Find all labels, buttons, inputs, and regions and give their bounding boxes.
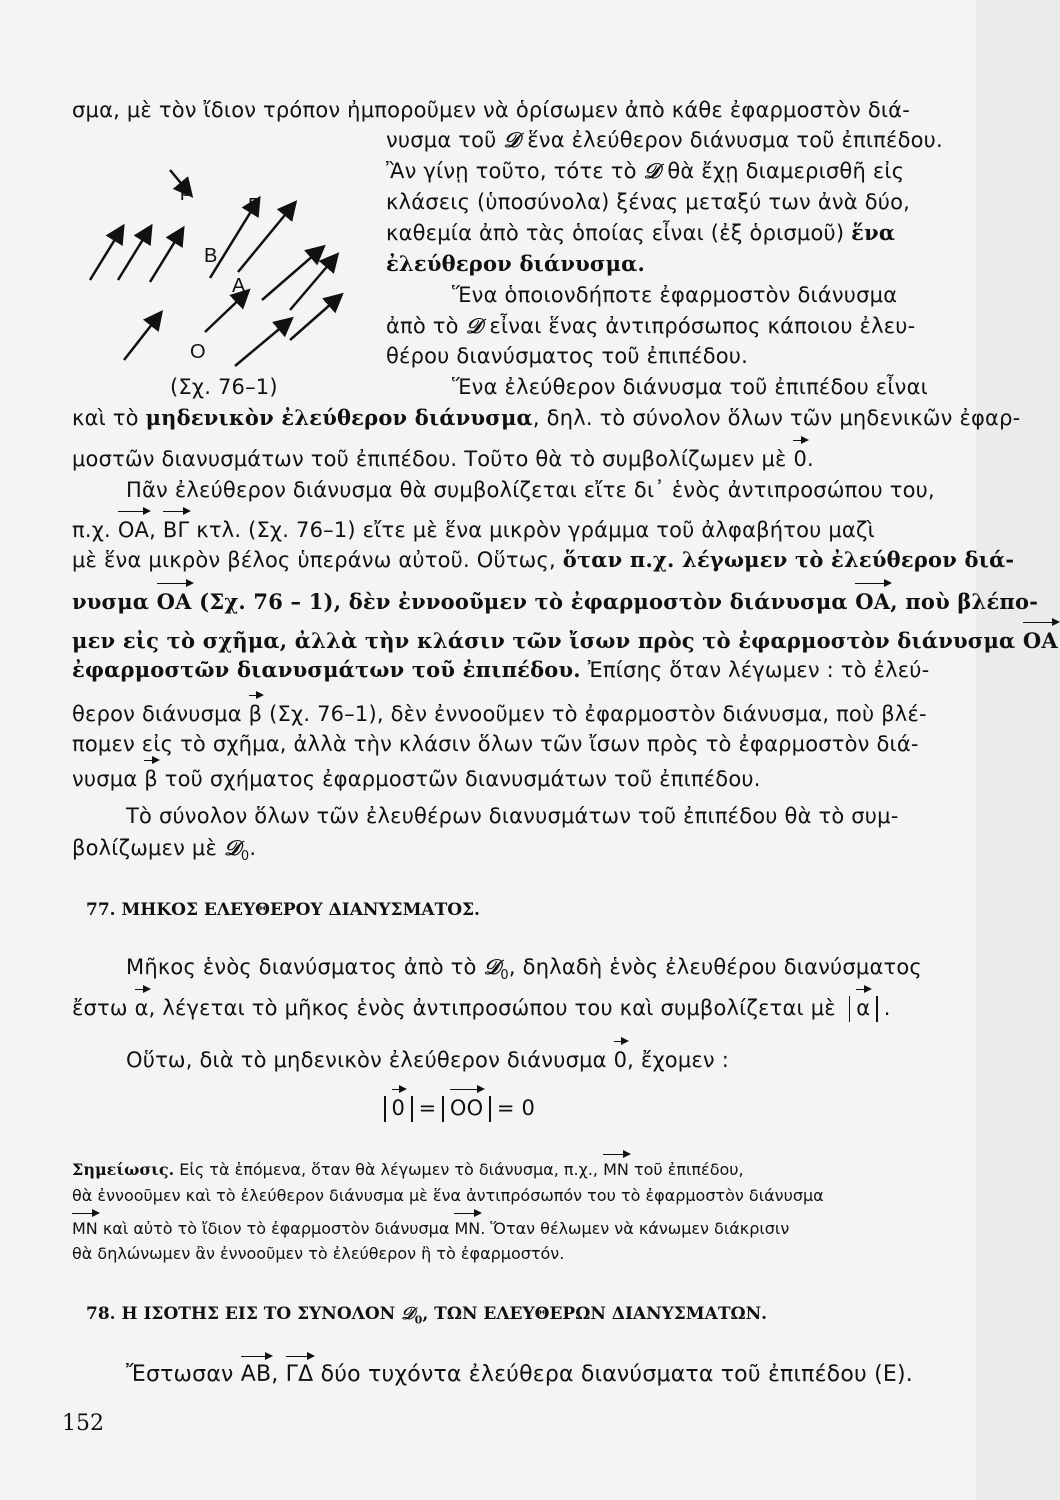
text-line: καθεμία ἀπὸ τὰς ὁποίας εἶναι (ἐξ ὁρισμοῦ) ἕνα	[386, 220, 896, 245]
text-line: θέρου διανύσματος τοῦ ἐπιπέδου.	[386, 344, 749, 368]
text-line: νυσμα τοῦ 𝒟 ἕνα ἐλεύθερον διάνυσμα τοῦ ἐπιπέδου.	[386, 127, 943, 152]
text-line: π.χ. ΟΑ, ΒΓ κτλ. (Σχ. 76–1) εἴτε μὲ ἕνα μικρὸν γράμμα τοῦ ἀλφαβήτου μαζὶ	[72, 515, 875, 544]
vector-arrow	[262, 248, 322, 300]
note-line: ΜΝ καὶ αὐτὸ τὸ ἴδιον τὸ ἐφαρμοστὸν διάνυσμα ΜΝ. Ὅταν θέλωμεν νὰ κάνωμεν διάκρισιν	[72, 1219, 790, 1238]
text-line: Τὸ σύνολον ὅλων τῶν ἐλευθέρων διανυσμάτων τοῦ ἐπιπέδου θὰ τὸ συμ-	[126, 804, 899, 828]
text-line: μὲ ἕνα μικρὸν βέλος ὑπεράνω αὐτοῦ. Οὕτως, ὅταν π.χ. λέγωμεν τὸ ἐλεύθερον διά-	[72, 547, 1015, 572]
label-A: Α	[232, 275, 246, 297]
label-beta: β	[180, 179, 192, 201]
text-line: βολίζωμεν μὲ 𝒟$_0$.	[72, 835, 257, 865]
vector-arrow	[235, 320, 290, 366]
vector-field-figure	[80, 160, 380, 370]
text-line: Ἔστωσαν ΑΒ, ΓΔ δύο τυχόντα ἐλεύθερα διανύσματα τοῦ ἐπιπέδου (Ε).	[126, 1362, 913, 1387]
text-line: ἀπὸ τὸ 𝒟 εἶναι ἕνας ἀντιπρόσωπος κάποιου ἐλευ-	[386, 313, 916, 338]
text-line: νυσμα β τοῦ σχήματος ἐφαρμοστῶν διανυσμάτων τοῦ ἐπιπέδου.	[72, 764, 761, 793]
label-gamma: Γ	[248, 195, 260, 217]
page-number: 152	[62, 1411, 104, 1436]
text-line: καὶ τὸ μηδενικὸν ἐλεύθερον διάνυσμα, δηλ. τὸ σύνολον ὅλων τῶν μηδενικῶν ἐφαρ-	[72, 405, 1021, 430]
figure-caption: (Σχ. 76–1)	[170, 375, 278, 399]
vector-arrow	[290, 256, 336, 310]
note-line: θὰ ἐννοοῦμεν καὶ τὸ ἐλεύθερον διάνυσμα μὲ ἕνα ἀντιπρόσωπόν του τὸ ἐφαρμοστὸν διάνυσμα	[72, 1186, 824, 1205]
label-B: Β	[204, 245, 218, 267]
vector-arrow	[124, 314, 160, 360]
vector-arrow	[118, 228, 150, 280]
text-line: πομεν εἰς τὸ σχῆμα, ἀλλὰ τὴν κλάσιν ὅλων τῶν ἴσων πρὸς τὸ ἐφαρμοστὸν διά-	[72, 732, 919, 756]
text-line: μεν εἰς τὸ σχῆμα, ἀλλὰ τὴν κλάσιν τῶν ἴσων πρὸς τὸ ἐφαρμοστὸν διάνυσμα ΟΑ	[72, 628, 1058, 653]
text-line: Ἕνα ὁποιονδήποτε ἐφαρμοστὸν διάνυσμα	[452, 283, 898, 307]
label-O: Ο	[190, 341, 206, 363]
text-line: Οὕτω, διὰ τὸ μηδενικὸν ἐλεύθερον διάνυσμα 0, ἔχομεν :	[126, 1045, 729, 1074]
text-line: κλάσεις (ὑποσύνολα) ξένας μεταξύ των ἀνὰ δύο,	[386, 190, 911, 214]
text-line: θερον διάνυσμα β (Σχ. 76–1), δὲν ἐννοοῦμεν τὸ ἐφαρμοστὸν διάνυσμα, ποὺ βλέ-	[72, 699, 927, 728]
text-line: σμα, μὲ τὸν ἴδιον τρόπον ἠμποροῦμεν νὰ ὁρίσωμεν ἀπὸ κάθε ἐφαρμοστὸν διά-	[72, 98, 911, 122]
note-line: θὰ δηλώνωμεν ἂν ἐννοοῦμεν τὸ ἐλεύθερον ἢ τὸ ἐφαρμοστόν.	[72, 1244, 565, 1263]
text-line: μοστῶν διανυσμάτων τοῦ ἐπιπέδου. Τοῦτο θὰ τὸ συμβολίζωμεν μὲ 0.	[72, 444, 814, 473]
text-line: νυσμα ΟΑ (Σχ. 76 – 1), δὲν ἐννοοῦμεν τὸ ἐφαρμοστὸν διάνυσμα ΟΑ, ποὺ βλέπο-	[72, 589, 1039, 614]
vector-arrow-OA	[205, 292, 247, 332]
text-line: ἐλεύθερον διάνυσμα.	[386, 251, 646, 276]
vector-arrow	[238, 204, 294, 272]
note-line: Σημείωσις. Εἰς τὰ ἑπόμενα, ὅταν θὰ λέγωμεν τὸ διάνυσμα, π.χ., ΜΝ τοῦ ἐπιπέδου,	[72, 1160, 744, 1179]
section-heading: 77. ΜΗΚΟΣ ΕΛΕΥΘΕΡΟΥ ΔΙΑΝΥΣΜΑΤΟΣ.	[86, 900, 480, 920]
text-line: Ἂν γίνῃ τοῦτο, τότε τὸ 𝒟 θὰ ἔχῃ διαμερισθῆ εἰς	[386, 158, 905, 183]
section-heading: 78. Η ΙΣΟΤΗΣ ΕΙΣ ΤΟ ΣΥΝΟΛΟΝ 𝒟$_0$, ΤΩΝ ΕΛΕΥΘΕΡΩΝ ΔΙΑΝΥΣΜΑΤΩΝ.	[86, 1304, 768, 1327]
text-line: Πᾶν ἐλεύθερον διάνυσμα θὰ συμβολίζεται εἴτε δι᾿ ἑνὸς ἀντιπροσώπου του,	[126, 478, 935, 502]
vector-zero: 0	[793, 444, 807, 473]
text-line: ἔστω α, λέγεται τὸ μῆκος ἑνὸς ἀντιπροσώπου του καὶ συμβολίζεται μὲ α .	[72, 993, 891, 1022]
text-line: Ἕνα ἐλεύθερον διάνυσμα τοῦ ἐπιπέδου εἶναι	[452, 375, 928, 399]
vector-arrow	[90, 228, 122, 280]
equation: 0 = ΟΟ = 0	[378, 1093, 535, 1122]
vector-arrow	[150, 230, 182, 282]
text-line: Μῆκος ἑνὸς διανύσματος ἀπὸ τὸ 𝒟$_0$, δηλαδὴ ἑνὸς ἐλευθέρου διανύσματος	[126, 954, 922, 984]
text-line: ἐφαρμοστῶν διανυσμάτων τοῦ ἐπιπέδου. Ἐπίσης ὅταν λέγωμεν : τὸ ἐλεύ-	[72, 657, 930, 682]
